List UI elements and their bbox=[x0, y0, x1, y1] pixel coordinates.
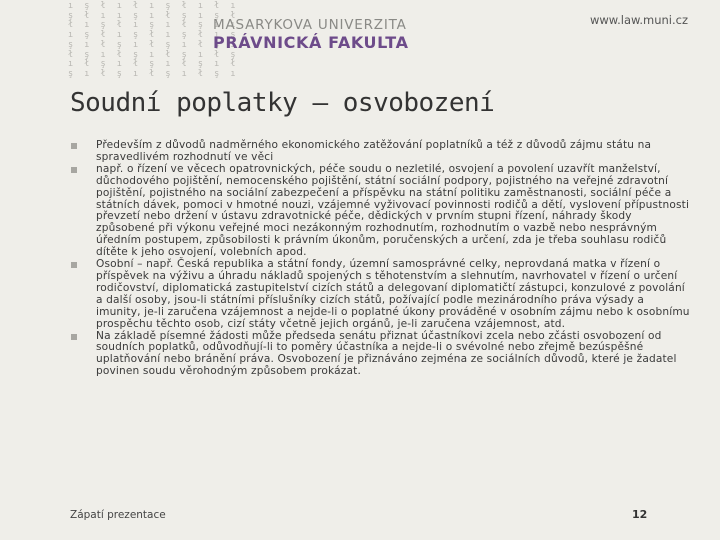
bullet-item bbox=[70, 164, 690, 259]
bullet-item bbox=[70, 259, 690, 330]
muni-pattern-logo-icon: ı ş ł ı ł ı ş ł ı ł ı ş ł ı ı ş ı ł ş ı ş ł ł ı ş ł ı ş ı ł ş ı ı ı ş ł ı ş ł ı ş ł ı ş ş ı ł ş ı ł ş ı ł ş ı ł ş ı ł ş ı ł ş ı ł ş ı ł ş ı ł ş ı ł ş ı ł ş ı ł ş ı ł ş ı ł ş ı bbox=[68, 1, 239, 79]
footer-text: Zápatí prezentace bbox=[70, 509, 166, 521]
page-number: 12 bbox=[632, 508, 648, 521]
bullet-text: Osobní – např. Česká republika a státní fondy, územní samosprávné celky, neprovdaná matka v řízení o příspěvek na výživu a úhradu nákladů spojených s těhotenstvím a slehnutím, navrhovatel v řízení o určení rodičovství, diplomatická zastupitelství cizích států a delegovaní diplomatičtí zástupci, konzulové z povolání a další osoby, jsou-li státními příslušníky cizích států, požívající podle mezinárodního práva výsady a imunity, je-li zaručena vzájemnost a nejde-li o poplatné úkony prováděné v osobním zájmu nebo k osobnímu prospěchu těchto osob, cizí státy včetně jejich orgánů, je-li zaručena vzájemnost, atd. bbox=[96, 258, 690, 330]
bullet-text: Na základě písemné žádosti může předseda senátu přiznat účastníkovi zcela nebo zčásti osvobození od soudních poplatků, odůvodňují-li to poměry účastníka a nejde-li o svévolné nebo zřejmě bezúspěšné uplatňování nebo bránění práva. Osvobození je přiznáváno zejména ze sociálních důvodů, které je žadatel povinen soudu věrohodným způsobem prokázat. bbox=[96, 329, 677, 378]
bullet-list bbox=[70, 140, 690, 378]
slide-title: Soudní poplatky – osvobození bbox=[70, 88, 495, 118]
bullet-text: Především z důvodů nadměrného ekonomického zatěžování poplatníků a též z důvodů zájmu státu na spravedlivém rozhodnutí ve věci bbox=[96, 139, 652, 163]
header bbox=[0, 0, 720, 82]
faculty-name: PRÁVNICKÁ FAKULTA bbox=[213, 33, 409, 52]
square-bullet-icon bbox=[71, 167, 77, 173]
bullet-item bbox=[70, 140, 690, 164]
bullet-item bbox=[70, 331, 690, 379]
website-url: www.law.muni.cz bbox=[589, 13, 688, 27]
bullet-text: např. o řízení ve věcech opatrovnických, péče soudu o nezletilé, osvojení a povolení uzavřít manželství, důchodového pojištění, nemocenského pojištění, státní sociální podpory, pojistného na veřejné zdravotní pojištění, pojistného na sociální zabezpečení a příspěvku na státní politiku zaměstnanosti, sociální péče a státních dávek, pomoci v hmotné nouzi, vzájemné vyživovací povinnosti rodičů a dětí, vyslovení přípustnosti převzetí nebo držení v ústavu zdravotnické péče, dědických v prvním stupni řízení, náhrady škody způsobené při výkonu veřejné moci nezákonným rozhodnutím, rozhodnutím o vazbě nebo nesprávným úředním postupem, způsobilosti k právním úkonům, poručenských a určení, zda je třeba souhlasu rodičů dítěte k jeho osvojení, volebních apod. bbox=[96, 162, 690, 259]
university-name: MASARYKOVA UNIVERZITA bbox=[213, 17, 407, 33]
slide-content bbox=[70, 140, 690, 378]
square-bullet-icon bbox=[71, 262, 77, 268]
square-bullet-icon bbox=[71, 334, 77, 340]
square-bullet-icon bbox=[71, 143, 77, 149]
